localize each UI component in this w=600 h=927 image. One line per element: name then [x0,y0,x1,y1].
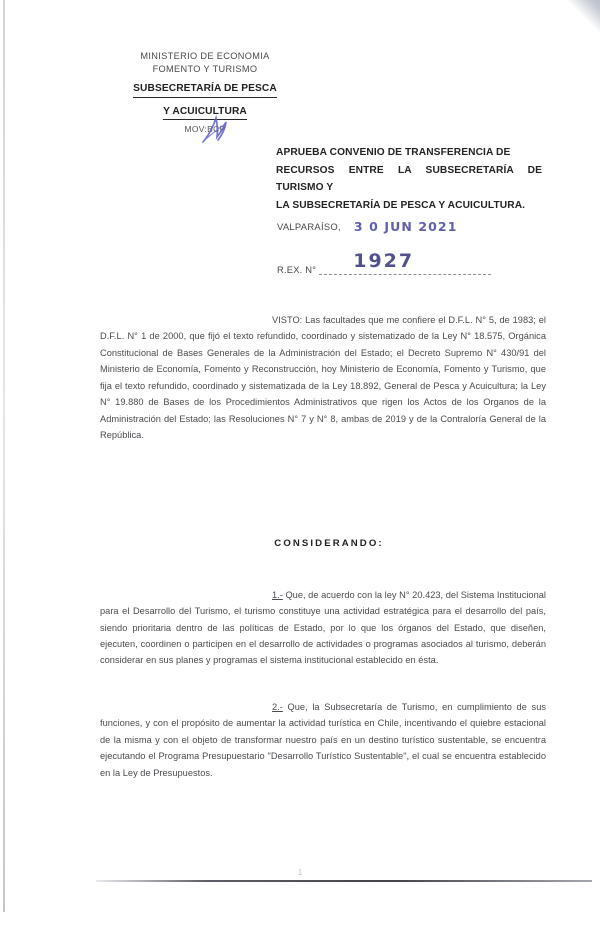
scan-bottom-edge-artifact [96,880,592,882]
place-label: VALPARAÍSO, [277,221,341,232]
date-row [277,219,458,234]
considerando-heading: CONSIDERANDO: [274,537,384,549]
scan-edge-artifact [3,0,5,912]
resolution-number-stamp: 1927 [353,250,415,272]
letterhead [100,50,310,135]
rex-label: R.EX. N° [277,264,317,275]
letterhead-subsecretaria-line-2: Y ACUICULTURA [163,105,247,120]
page-corner-fold-artifact [562,0,600,36]
letterhead-ministry-line-2: FOMENTO Y TURISMO [152,64,258,75]
considerando-item-1 [100,587,546,669]
body-spacer [100,458,546,492]
mov-code-text: MOV:BCP [184,123,226,134]
considerando-item-2-text: Que, la Subsecretaría de Turismo, en cumplimiento de sus funciones, y con el propósito de aumentar la actividad turística en Chile, incentivando el quiebre estacional de la misma y con el objeto de transformar nuestro país en un destino turístico sustentable, se encuentra ejecutando el Programa Presupuestario "Desarrollo Turístico Sustentable", el cual se encuentra establecido en la Ley de Presupuestos. [100,701,546,778]
rex-dashed-line [319,250,491,275]
document-body [100,312,546,781]
considerando-item-2 [100,699,546,781]
letterhead-subsecretaria-line-1: SUBSECRETARÍA DE PESCA [133,82,277,97]
page-number: 1 [297,868,303,877]
visto-paragraph: VISTO: Las facultades que me confiere el D.F.L. N° 5, de 1983; el D.F.L. N° 1 de 2000, que fijó el texto refundido, coordinado y sistematizado de la Ley N° 18.575, Orgánica Constitucional de Bases Generales de la Administración del Estado; el Decreto Supremo N° 430/91 del Ministerio de Economía, Fomento y Reconstrucción, hoy Ministerio de Economía, Fomento y Turismo, que fija el texto refundido, coordinado y sistematizada de la Ley 18.892, General de Pesca y Acuicultura; la Ley N° 19.880 de Bases de los Procedimientos Administrativos que rigen los Actos de los Organos de la Administración del Estado; las Resoluciones N° 7 y N° 8, ambas de 2019 y de la Contraloría General de la República. [100,315,546,441]
title-line-2: RECURSOS ENTRE LA SUBSECRETARÍA DE TURISMO Y [276,164,542,194]
document-title [276,144,542,214]
considerando-item-1-text: Que, de acuerdo con la ley N° 20.423, del Sistema Institucional para el Desarrollo del Turismo, el turismo constituye una actividad estratégica para el desarrollo del país, siendo prioritaria dentro de las políticas de Estado, por lo que los órganos del Estado, que diseñen, ejecuten, coordinen o participen en el desarrollo de actividades o programas asociados al turismo, deberán considerar en sus planes y programas el sistema institucional establecido en ésta. [100,589,546,666]
considerando-item-1-number: 1.- [272,589,283,600]
resolution-number-row [277,250,491,275]
title-line-1: APRUEBA CONVENIO DE TRANSFERENCIA DE [276,147,511,158]
title-line-3: LA SUBSECRETARÍA DE PESCA Y ACUICULTURA. [276,199,526,211]
date-stamp: 3 0 JUN 2021 [353,219,458,234]
considerando-item-2-number: 2.- [272,701,283,712]
letterhead-mov-code [100,124,310,136]
letterhead-ministry-line-1: MINISTERIO DE ECONOMIA [140,51,270,61]
